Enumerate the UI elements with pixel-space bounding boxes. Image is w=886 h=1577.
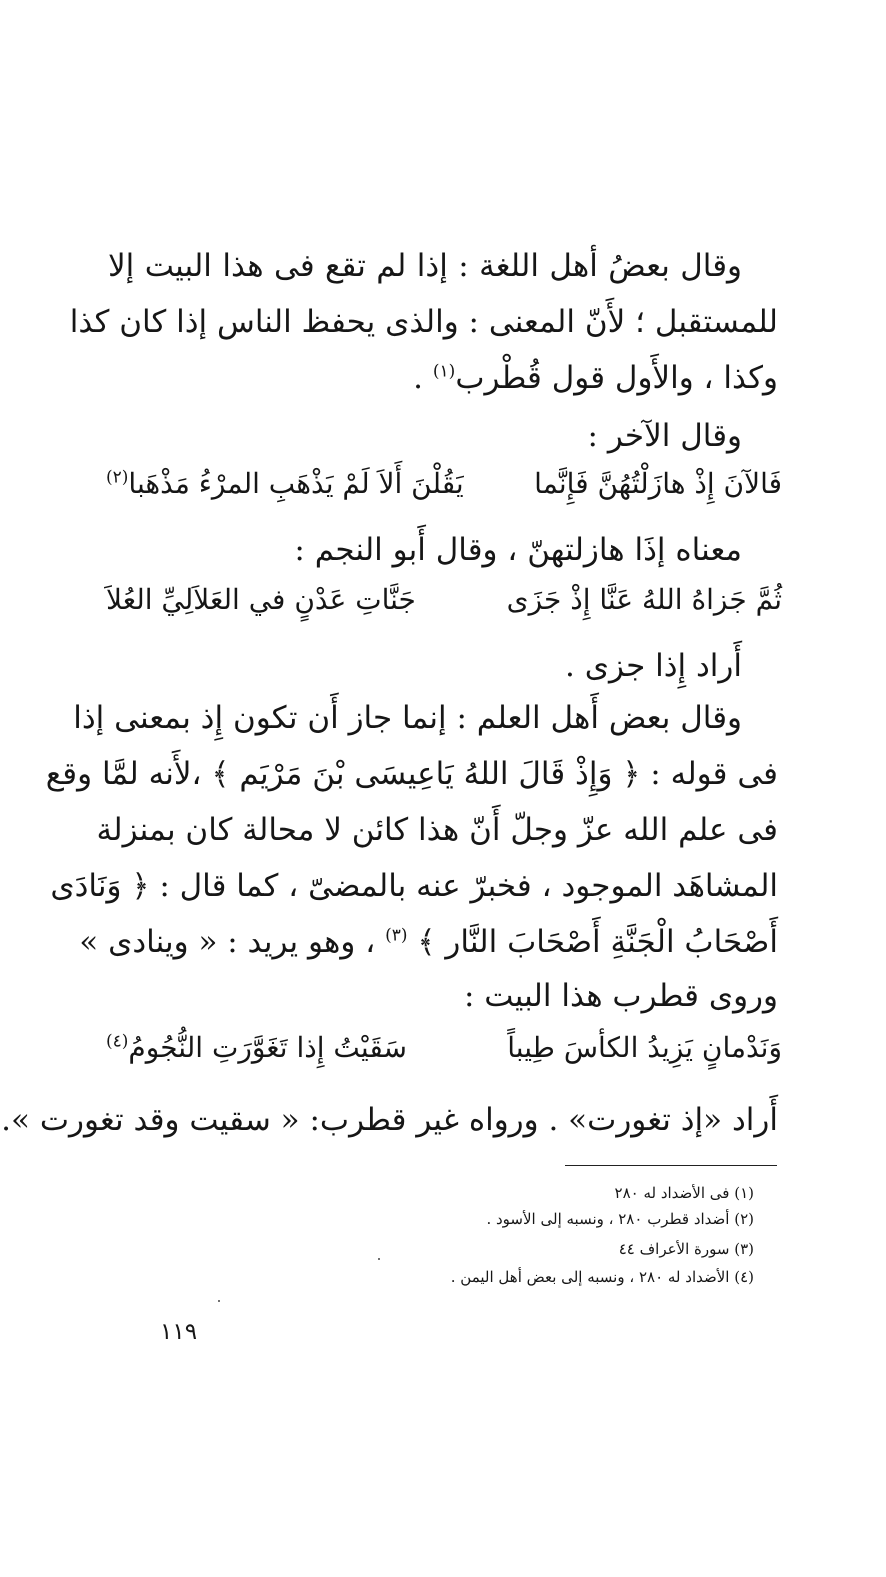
- text-line: [69, 292, 778, 352]
- verse-text: سَقَيْتُ إِذا تَغَوَّرَتِ النُّجُومُ: [128, 1031, 407, 1064]
- text-span: وقال الآخر :: [587, 418, 742, 454]
- text-line: [108, 966, 778, 1026]
- text-line: [79, 912, 778, 972]
- footnote: (٢) أضداد قطرب ٢٨٠ ، ونسبه إلى الأسود .: [486, 1210, 754, 1228]
- text-line: [50, 856, 778, 916]
- verse-line: [106, 572, 782, 628]
- footnote: (١) فى الأضداد له ٢٨٠: [614, 1184, 754, 1202]
- text-span: أَراد «إذ تغورت» . ورواه غير قطرب: « سقيت وقد تغورت ».: [1, 1102, 778, 1138]
- text-line: [108, 520, 778, 580]
- text-span: وكذا ، والأَول قول قُطْرب: [455, 360, 778, 396]
- text-span: وروى قطرب هذا البيت :: [463, 978, 778, 1014]
- text-span: وقال بعضُ أهل اللغة : إذا لم تقع فى هذا البيت إلا: [108, 248, 742, 284]
- footnote: (٣) سورة الأعراف ٤٤: [618, 1240, 754, 1258]
- footnote: (٤) الأضداد له ٢٨٠ ، ونسبه إلى بعض أهل اليمن .: [450, 1268, 754, 1286]
- verse-line: [106, 1020, 782, 1076]
- verse-hemistich: [106, 1020, 407, 1076]
- verse-hemistich: [106, 456, 464, 512]
- text-line: [108, 236, 778, 296]
- verse-hemistich: وَنَدْمانٍ يَزِيدُ الكأسَ طِيباً: [507, 1031, 782, 1064]
- text-line: [108, 636, 778, 696]
- verse-hemistich: جَنَّاتِ عَدْنٍ في العَلاَلِيِّ العُلاَ: [106, 583, 416, 616]
- text-span: للمستقبل ؛ لأَنّ المعنى : والذى يحفظ الناس إذا كان كذا: [69, 304, 778, 340]
- verse-text: يَقُلْنَ أَلاَ لَمْ يَذْهَبِ المرْءُ مَذْهَبا: [128, 467, 464, 500]
- verse-hemistich: فَالآنَ إِذْ هازَلْتُهُنَّ فَإِنَّما: [534, 467, 782, 500]
- text-span: معناه إذَا هازلتهنّ ، وقال أَبو النجم :: [294, 532, 742, 568]
- text-line: [73, 688, 778, 748]
- text-line: [108, 348, 778, 408]
- footnote-marker: (٣): [385, 925, 408, 946]
- text-line: [45, 744, 778, 804]
- scan-speck: [218, 1300, 220, 1302]
- text-span: ، وهو يريد : « وينادى »: [79, 924, 376, 960]
- text-span: فى علم الله عزّ وجلّ أَنّ هذا كائن لا محالة كان بمنزلة: [96, 812, 778, 848]
- page-number: ١١٩: [160, 1319, 198, 1345]
- text-line: [1, 1090, 778, 1150]
- text-line: [96, 800, 778, 860]
- text-span: وقال بعض أَهل العلم : إنما جاز أَن تكون إِذ بمعنى إذا: [73, 700, 742, 736]
- text-span: أَراد إِذا جزى .: [565, 648, 742, 684]
- text-span: فى قوله : ﴿ وَإِذْ قَالَ اللهُ يَاعِيسَى بْنَ مَرْيَم ﴾ ،لأَنه لمَّا وقع: [45, 756, 778, 792]
- text-span: المشاهَد الموجود ، فخبرّ عنه بالمضىّ ، كما قال : ﴿ وَنَادَى: [50, 868, 778, 904]
- text-span: أَصْحَابُ الْجَنَّةِ أَصْحَابَ النَّار ﴾: [417, 924, 778, 960]
- footnote-marker: (٢): [106, 467, 129, 488]
- text-span: .: [413, 360, 433, 396]
- verse-line: [106, 456, 782, 512]
- scan-speck: [378, 1258, 380, 1260]
- footnote-marker: (٤): [106, 1031, 129, 1052]
- footnote-divider: [565, 1165, 777, 1166]
- footnote-marker: (١): [432, 361, 456, 382]
- verse-hemistich: ثُمَّ جَزاهُ اللهُ عَنَّا إِذْ جَزَى: [506, 583, 782, 616]
